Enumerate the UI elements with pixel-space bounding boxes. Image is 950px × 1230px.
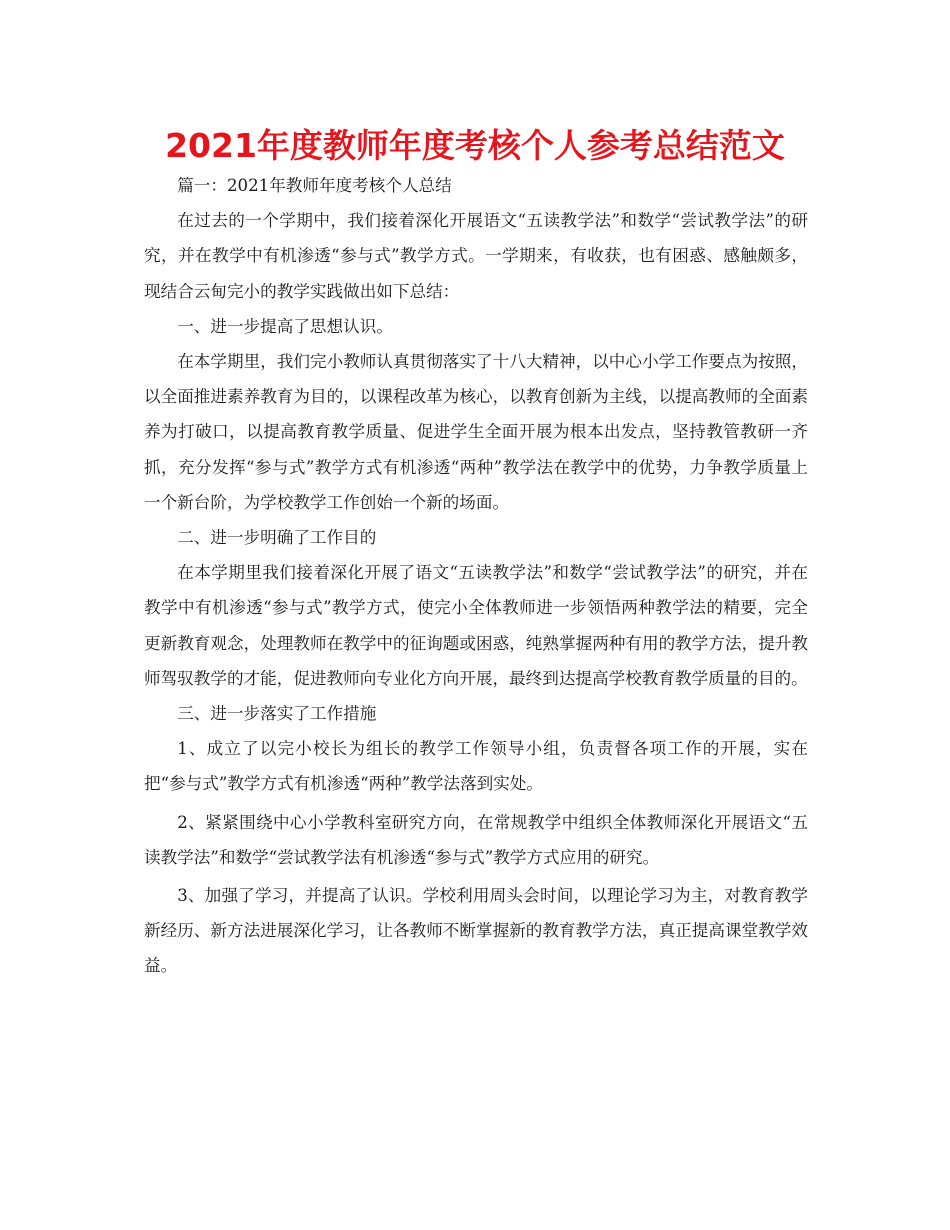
paragraph-2: 在本学期里我们接着深化开展了语文“五读教学法”和数学“尝试教学法”的研究，并在教学中有机渗透“参与式”教学方式，使完小全体教师进一步领悟两种教学法的精要，完全更新教育观念，处理教师在教学中的征询题或困惑，纯熟掌握两种有用的教学方法，提升教师驾驭教学的才能，促进教师向专业化方向开展，最终到达提高学校教育教学质量的目的。	[144, 563, 808, 688]
list-item-1: 1、成立了以完小校长为组长的教学工作领导小组，负责督各项工作的开展，实在把“参与式”教学方式有机渗透“两种”教学法落到实处。	[144, 739, 808, 794]
document-body	[144, 168, 808, 984]
paragraph-1: 在本学期里，我们完小教师认真贯彻落实了十八大精神，以中心小学工作要点为按照，以全面推进素养教育为目的，以课程改革为核心，以教育创新为主线，以提高教师的全面素养为打破口，以提高教育教学质量、促进学生全面开展为根本出发点，坚持教管教研一齐抓，充分发挥“参与式”教学方式有机渗透“两种”教学法在教学中的优势，力争教学质量上一个新台阶，为学校教学工作创始一个新的场面。	[144, 352, 808, 512]
subheading-3: 三、进一步落实了工作措施	[177, 704, 377, 724]
subheading-1: 一、进一步提高了思想认识。	[177, 316, 393, 336]
list-item-2: 2、紧紧围绕中心小学教科室研究方向，在常规教学中组织全体教师深化开展语文“五读教学法”和数学“尝试教学法有机渗透“参与式”教学方式应用的研究。	[144, 812, 808, 867]
section-heading: 篇一：2021年教师年度考核个人总结	[177, 176, 452, 195]
subheading-2: 二、进一步明确了工作目的	[177, 528, 377, 548]
paragraph-intro: 在过去的一个学期中，我们接着深化开展语文“五读教学法”和数学“尝试教学法”的研究，并在教学中有机渗透“参与式”教学方式。一学期来，有收获，也有困惑、感触颇多，现结合云甸完小的教学实践做出如下总结：	[144, 211, 808, 301]
list-item-3: 3、加强了学习，并提高了认识。学校利用周头会时间，以理论学习为主，对教育教学新经历、新方法进展深化学习，让各教师不断掌握新的教育教学方法，真正提高课堂教学效益。	[144, 886, 808, 976]
document-title: 2021年度教师年度考核个人参考总结范文	[165, 126, 785, 165]
